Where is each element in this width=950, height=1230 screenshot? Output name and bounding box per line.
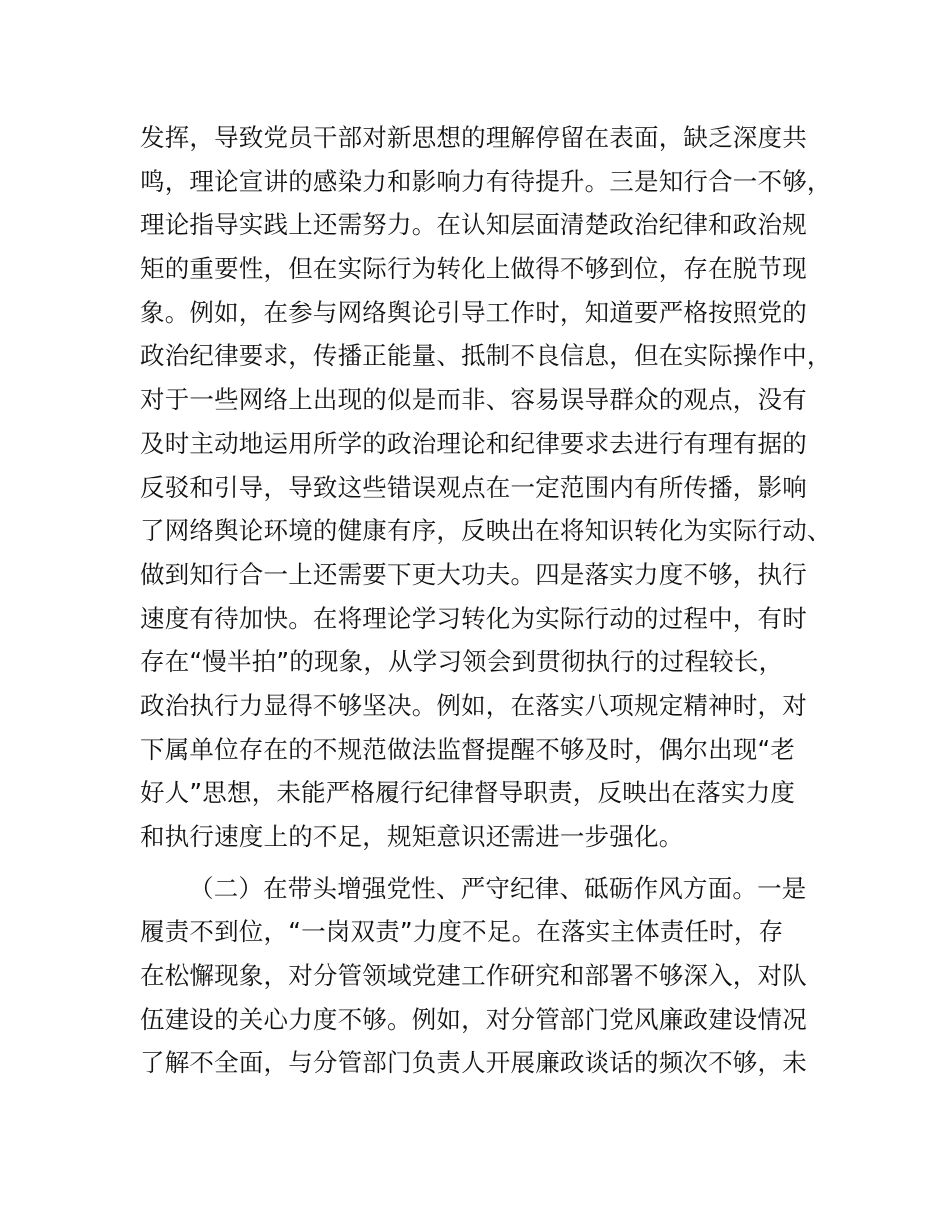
paragraph-spacer (140, 859, 840, 867)
text-line: 了解不全面，与分管部门负责人开展廉政谈话的频次不够，未 (140, 1048, 807, 1078)
text-line: 下属单位存在的不规范做法监督提醒不够及时，偶尔出现“老 (140, 734, 796, 764)
document-body (140, 116, 840, 1085)
text-line: 速度有待加快。在将理论学习转化为实际行动的过程中，有时 (140, 603, 807, 633)
text-line: 反驳和引导，导致这些错误观点在一定范围内有所传播，影响 (140, 472, 807, 502)
text-line: （二）在带头增强党性、严守纪律、砥砺作风方面。一是 (189, 873, 807, 903)
text-line: 政治执行力显得不够坚决。例如，在落实八项规定精神时，对 (140, 690, 807, 720)
text-line: 伍建设的关心力度不够。例如，对分管部门党风廉政建设情况 (140, 1004, 807, 1034)
text-line: 在松懈现象，对分管领域党建工作研究和部署不够深入，对队 (140, 961, 807, 991)
text-line: 矩的重要性，但在实际行为转化上做得不够到位，存在脱节现 (140, 254, 807, 284)
text-line: 做到知行合一上还需要下更大功夫。四是落实力度不够，执行 (140, 559, 807, 589)
paragraph-1 (140, 116, 840, 859)
text-line: 了网络舆论环境的健康有序，反映出在将知识转化为实际行动、 (140, 516, 832, 546)
text-line: 和执行速度上的不足，规矩意识还需进一步强化。 (140, 822, 684, 851)
text-line: 及时主动地运用所学的政治理论和纪律要求去进行有理有据的 (140, 428, 807, 458)
text-line: 履责不到位，“一岗双责”力度不足。在落实主体责任时，存 (140, 917, 784, 947)
text-line: 象。例如，在参与网络舆论引导工作时，知道要严格按照党的 (140, 297, 807, 327)
text-line: 好人”思想，未能严格履行纪律督导职责，反映出在落实力度 (140, 778, 796, 808)
paragraph-2 (140, 867, 840, 1085)
text-line: 鸣，理论宣讲的感染力和影响力有待提升。三是知行合一不够， (140, 166, 832, 196)
text-line: 对于一些网络上出现的似是而非、容易误导群众的观点，没有 (140, 385, 807, 415)
text-line: 发挥，导致党员干部对新思想的理解停留在表面，缺乏深度共 (140, 123, 807, 152)
text-line: 理论指导实践上还需努力。在认知层面清楚政治纪律和政治规 (140, 210, 807, 240)
text-line: 存在“慢半拍”的现象，从学习领会到贯彻执行的过程较长， (140, 647, 784, 677)
text-line: 政治纪律要求，传播正能量、抵制不良信息，但在实际操作中， (140, 341, 832, 371)
